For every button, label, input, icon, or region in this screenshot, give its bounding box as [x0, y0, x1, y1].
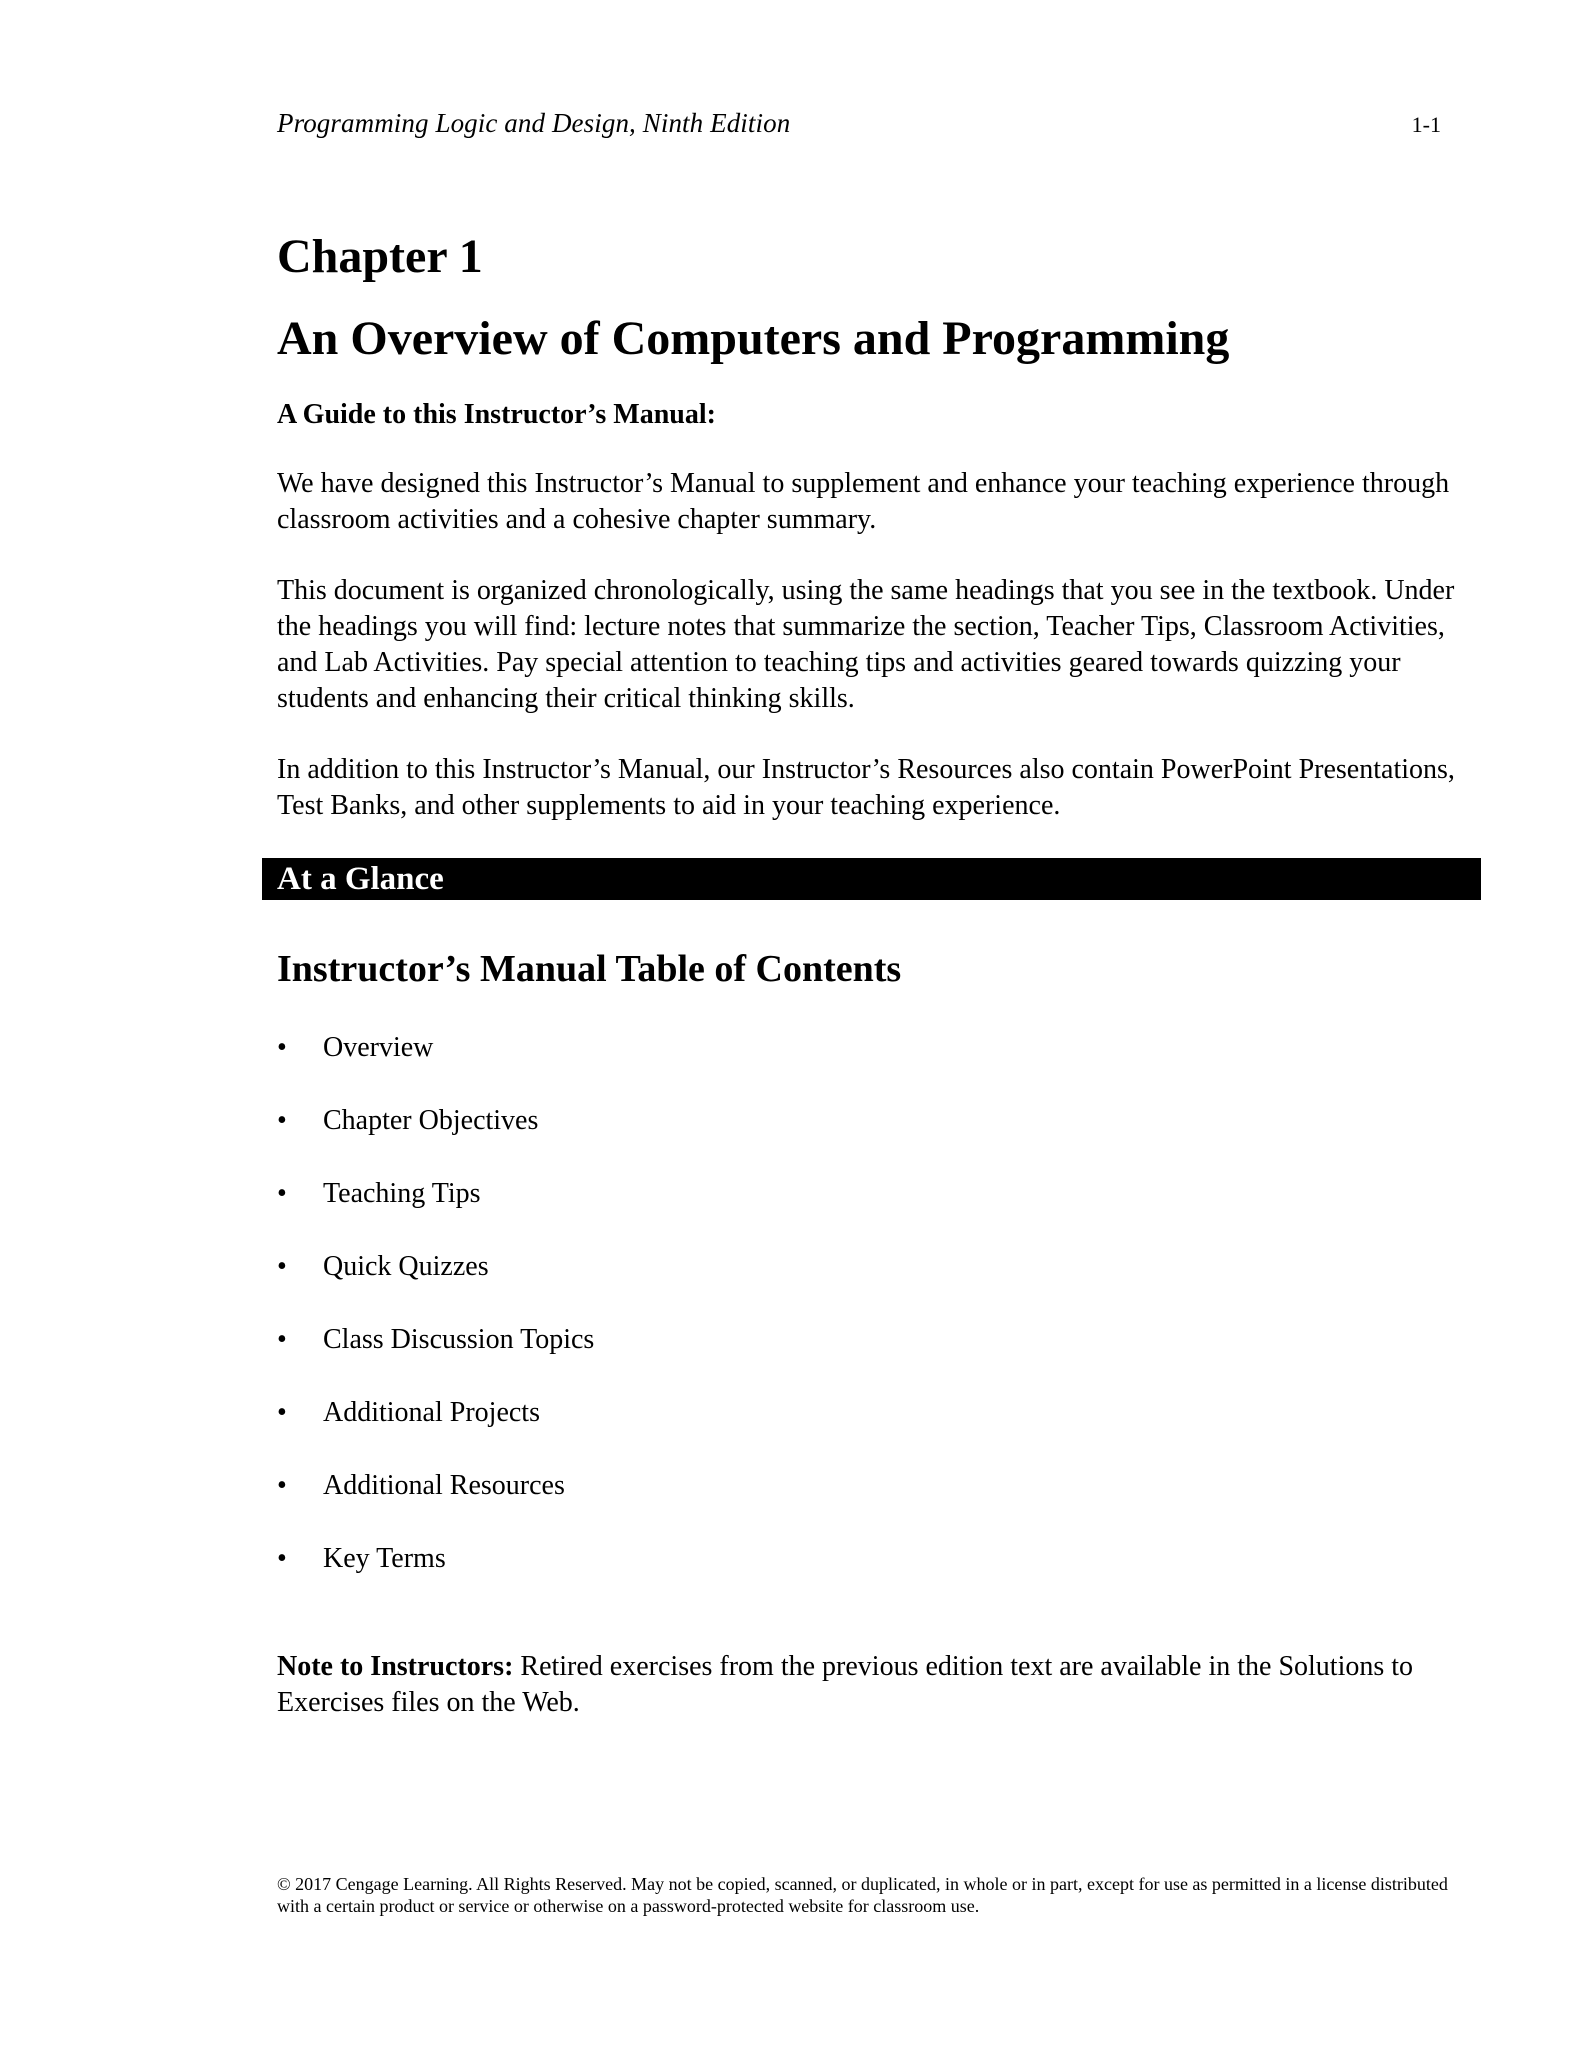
bullet-icon: •: [277, 1324, 287, 1355]
toc-item-label: Quick Quizzes: [323, 1251, 489, 1282]
toc-item-label: Overview: [323, 1032, 434, 1063]
chapter-title: An Overview of Computers and Programming: [277, 312, 1230, 365]
bullet-icon: •: [277, 1032, 287, 1063]
bullet-icon: •: [277, 1105, 287, 1136]
intro-paragraph: We have designed this Instructor’s Manual to supplement and enhance your teaching experience through classroom activities and a cohesive chapter summary.: [277, 468, 1450, 535]
running-header-title: Programming Logic and Design, Ninth Edition: [277, 108, 791, 138]
note-text: Retired exercises from the previous edition text are available in the Solutions to Exercises files on the Web.: [277, 1651, 1414, 1718]
at-a-glance-banner: [262, 858, 1481, 900]
bullet-icon: •: [277, 1397, 287, 1428]
copyright-footer: © 2017 Cengage Learning. All Rights Reserved. May not be copied, scanned, or duplicated, in whole or in part, except for use as permitted in a license distributed with a certain product or service or otherwise on a password-protected website for classroom use.: [277, 1874, 1448, 1916]
organization-paragraph: This document is organized chronologically, using the same headings that you see in the textbook. Under the headings you will find: lecture notes that summarize the section, Teacher Tips, Classroom Activities, and Lab Activities. Pay special attention to teaching tips and activities geared towards quizzing your students and enhancing their critical thinking skills.: [277, 575, 1455, 714]
toc-item-label: Class Discussion Topics: [323, 1324, 595, 1355]
toc-item-label: Chapter Objectives: [323, 1105, 539, 1136]
toc-item-label: Additional Resources: [323, 1470, 565, 1501]
at-a-glance-label: At a Glance: [277, 861, 444, 897]
bullet-icon: •: [277, 1178, 287, 1209]
bullet-icon: •: [277, 1543, 287, 1574]
chapter-number: Chapter 1: [277, 230, 483, 283]
note-to-instructors: [277, 1649, 1457, 1721]
toc-item-label: Key Terms: [323, 1543, 446, 1574]
toc-item-label: Additional Projects: [323, 1397, 540, 1428]
bullet-icon: •: [277, 1470, 287, 1501]
note-label: Note to Instructors:: [277, 1651, 514, 1682]
toc-item-label: Teaching Tips: [323, 1178, 481, 1209]
bullet-icon: •: [277, 1251, 287, 1282]
guide-heading: A Guide to this Instructor’s Manual:: [277, 399, 716, 430]
page-number: 1-1: [1411, 112, 1441, 137]
resources-paragraph: In addition to this Instructor’s Manual, our Instructor’s Resources also contain PowerPoint Presentations, Test Banks, and other supplements to aid in your teaching experience.: [277, 754, 1455, 821]
toc-heading: Instructor’s Manual Table of Contents: [277, 948, 902, 990]
